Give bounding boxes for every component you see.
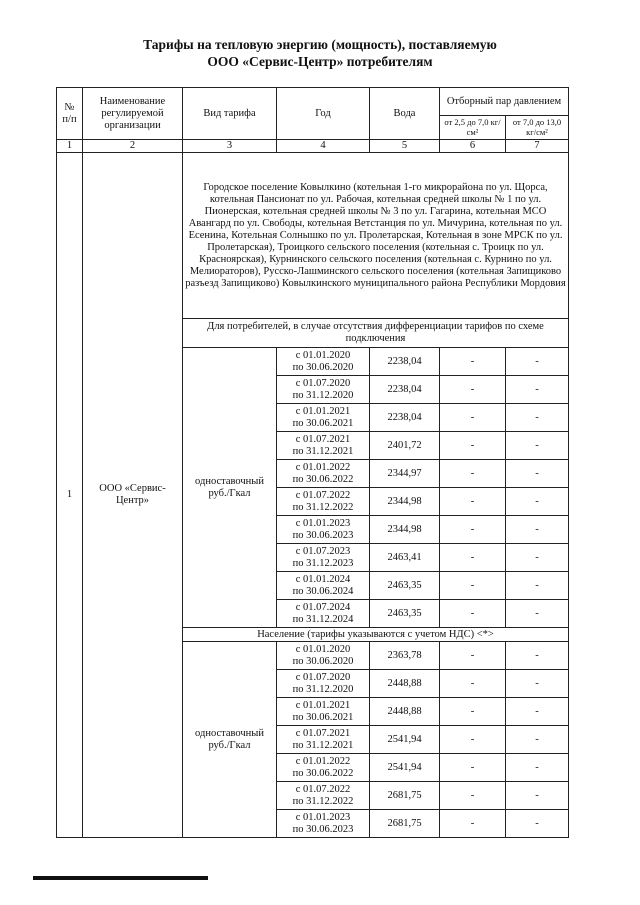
water-tariff-value: 2238,04 (370, 404, 440, 432)
period-from: с 01.07.2023 (295, 545, 351, 557)
period-to: по 31.12.2024 (292, 613, 354, 625)
column-number: 5 (370, 140, 440, 153)
steam-high-value: - (506, 516, 569, 544)
section-heading: Население (тарифы указываются с учетом НДС) <*> (183, 628, 569, 642)
period-from: с 01.01.2020 (295, 349, 351, 361)
water-tariff-value: 2448,88 (370, 670, 440, 698)
water-tariff-value: 2344,98 (370, 516, 440, 544)
period-from: с 01.07.2021 (295, 433, 351, 445)
steam-high-value: - (506, 642, 569, 670)
period-from: с 01.01.2024 (295, 573, 351, 585)
period-cell (277, 670, 370, 698)
period-to: по 30.06.2020 (292, 655, 354, 667)
column-number: 3 (183, 140, 277, 153)
period-to: по 30.06.2021 (292, 711, 354, 723)
header-org: Наименование регулируемой организации (83, 88, 183, 140)
steam-low-value: - (440, 670, 506, 698)
period-from: с 01.01.2022 (295, 461, 351, 473)
row-number: 1 (57, 153, 83, 838)
footer-divider (33, 876, 208, 880)
steam-low-value: - (440, 698, 506, 726)
period-to: по 30.06.2021 (292, 417, 354, 429)
period-to: по 31.12.2023 (292, 557, 354, 569)
water-tariff-value: 2541,94 (370, 754, 440, 782)
period-from: с 01.07.2021 (295, 727, 351, 739)
steam-high-value: - (506, 404, 569, 432)
steam-low-value: - (440, 642, 506, 670)
header-steam-low: от 2,5 до 7,0 кг/см² (440, 116, 506, 140)
period-from: с 01.07.2022 (295, 489, 351, 501)
steam-high-value: - (506, 754, 569, 782)
period-from: с 01.07.2024 (295, 601, 351, 613)
period-to: по 30.06.2022 (292, 473, 354, 485)
period-from: с 01.07.2020 (295, 671, 351, 683)
period-cell (277, 782, 370, 810)
period-from: с 01.01.2023 (295, 811, 351, 823)
period-cell (277, 754, 370, 782)
steam-high-value: - (506, 670, 569, 698)
steam-high-value: - (506, 376, 569, 404)
period-cell (277, 460, 370, 488)
section-heading: Для потребителей, в случае отсутствия дифференциации тарифов по схеме подключения (183, 319, 569, 348)
steam-high-value: - (506, 544, 569, 572)
steam-low-value: - (440, 348, 506, 376)
steam-low-value: - (440, 810, 506, 838)
steam-low-value: - (440, 600, 506, 628)
steam-high-value: - (506, 698, 569, 726)
organization-name: ООО «Сервис-Центр» (83, 153, 183, 838)
period-to: по 30.06.2023 (292, 823, 354, 835)
steam-low-value: - (440, 782, 506, 810)
header-tariff-type: Вид тарифа (183, 88, 277, 140)
period-to: по 31.12.2020 (292, 389, 354, 401)
tariff-type: одноставочный руб./Гкал (183, 642, 277, 838)
steam-low-value: - (440, 544, 506, 572)
header-year: Год (277, 88, 370, 140)
period-from: с 01.01.2021 (295, 699, 351, 711)
steam-low-value: - (440, 488, 506, 516)
steam-low-value: - (440, 726, 506, 754)
period-to: по 31.12.2022 (292, 795, 354, 807)
period-from: с 01.01.2023 (295, 517, 351, 529)
period-cell (277, 698, 370, 726)
period-from: с 01.07.2020 (295, 377, 351, 389)
title-line-2: ООО «Сервис-Центр» потребителям (207, 54, 433, 69)
header-water: Вода (370, 88, 440, 140)
steam-high-value: - (506, 460, 569, 488)
water-tariff-value: 2344,98 (370, 488, 440, 516)
period-cell (277, 572, 370, 600)
period-cell (277, 600, 370, 628)
period-cell (277, 432, 370, 460)
water-tariff-value: 2681,75 (370, 810, 440, 838)
area-description: Городское поселение Ковылкино (котельная 1-го микрорайона по ул. Щорса, котельная Пансионат по ул. Рабочая, котельная средней школы № 1 по ул. Пионерская, котельная средней школы № 3 по ул. Гагарина, котельная МСО Авангард по ул. Свободы, котельная Ветстанция по ул. Мичурина, котельная по ул. Есенина, Котельная Солнышко по ул. Пролетарская, Котельная в зоне МРСК по ул. Пролетарская), Троицкого сельского поселения (котельная с. Троицк по ул. Красноярская), Курнинского сельского поселения (котельная с. Курнино по ул. Мелиораторов), Русско-Лашминского сельского поселения (котельная Запищиково разъезд Запищиково) Ковылкинского муниципального района Республики Мордовия (183, 153, 569, 319)
water-tariff-value: 2238,04 (370, 348, 440, 376)
period-to: по 31.12.2021 (292, 445, 354, 457)
water-tariff-value: 2401,72 (370, 432, 440, 460)
tariff-table (56, 87, 569, 838)
period-cell (277, 544, 370, 572)
steam-low-value: - (440, 754, 506, 782)
period-to: по 30.06.2024 (292, 585, 354, 597)
period-cell (277, 726, 370, 754)
water-tariff-value: 2448,88 (370, 698, 440, 726)
steam-low-value: - (440, 572, 506, 600)
period-to: по 31.12.2020 (292, 683, 354, 695)
water-tariff-value: 2463,35 (370, 600, 440, 628)
period-cell (277, 810, 370, 838)
column-number: 2 (83, 140, 183, 153)
steam-low-value: - (440, 516, 506, 544)
water-tariff-value: 2463,35 (370, 572, 440, 600)
steam-high-value: - (506, 348, 569, 376)
column-number: 4 (277, 140, 370, 153)
period-cell (277, 642, 370, 670)
steam-high-value: - (506, 810, 569, 838)
period-cell (277, 488, 370, 516)
water-tariff-value: 2363,78 (370, 642, 440, 670)
period-to: по 30.06.2022 (292, 767, 354, 779)
steam-high-value: - (506, 488, 569, 516)
period-from: с 01.01.2020 (295, 643, 351, 655)
header-steam: Отборный пар давлением (440, 88, 569, 116)
steam-high-value: - (506, 600, 569, 628)
steam-low-value: - (440, 376, 506, 404)
steam-high-value: - (506, 432, 569, 460)
header-num: № п/п (57, 88, 83, 140)
water-tariff-value: 2681,75 (370, 782, 440, 810)
tariff-type: одноставочный руб./Гкал (183, 348, 277, 628)
document-title (0, 36, 640, 70)
steam-low-value: - (440, 432, 506, 460)
title-line-1: Тарифы на тепловую энергию (мощность), поставляемую (143, 37, 497, 52)
water-tariff-value: 2238,04 (370, 376, 440, 404)
water-tariff-value: 2344,97 (370, 460, 440, 488)
period-from: с 01.07.2022 (295, 783, 351, 795)
water-tariff-value: 2541,94 (370, 726, 440, 754)
period-cell (277, 516, 370, 544)
column-number: 7 (506, 140, 569, 153)
period-to: по 31.12.2021 (292, 739, 354, 751)
period-cell (277, 376, 370, 404)
column-number: 6 (440, 140, 506, 153)
water-tariff-value: 2463,41 (370, 544, 440, 572)
period-to: по 31.12.2022 (292, 501, 354, 513)
steam-high-value: - (506, 572, 569, 600)
steam-low-value: - (440, 460, 506, 488)
steam-high-value: - (506, 782, 569, 810)
column-number: 1 (57, 140, 83, 153)
period-from: с 01.01.2022 (295, 755, 351, 767)
period-to: по 30.06.2023 (292, 529, 354, 541)
period-from: с 01.01.2021 (295, 405, 351, 417)
period-to: по 30.06.2020 (292, 361, 354, 373)
period-cell (277, 348, 370, 376)
header-steam-high: от 7,0 до 13,0 кг/см² (506, 116, 569, 140)
steam-low-value: - (440, 404, 506, 432)
steam-high-value: - (506, 726, 569, 754)
period-cell (277, 404, 370, 432)
